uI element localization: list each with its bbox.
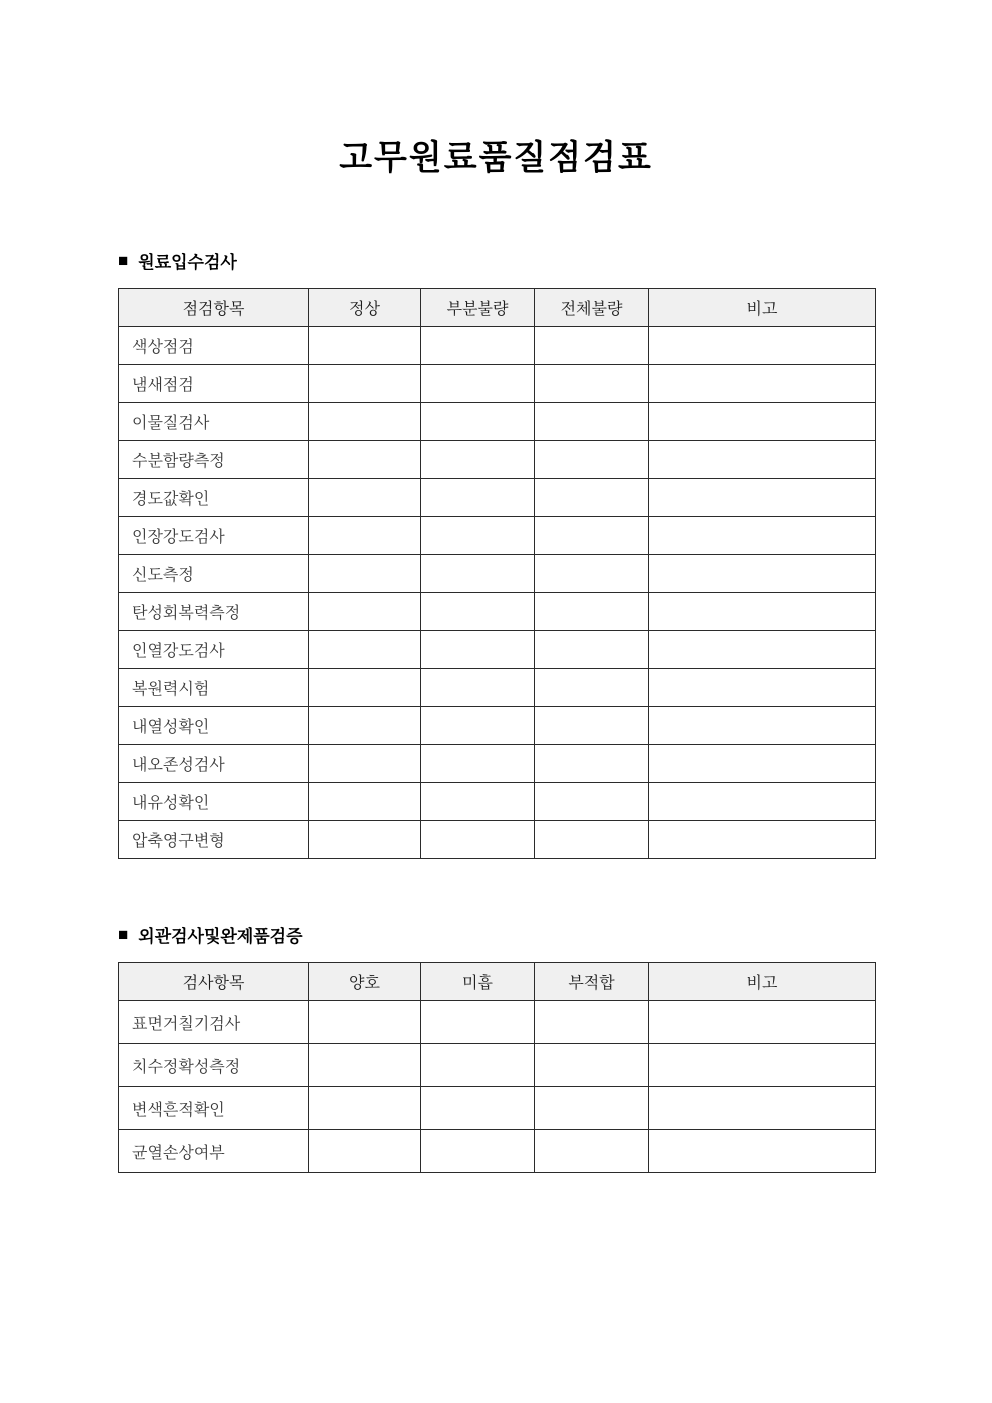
entry-cell — [649, 517, 876, 555]
table-row — [119, 745, 876, 783]
entry-cell — [309, 365, 421, 403]
entry-cell — [649, 479, 876, 517]
table-row — [119, 555, 876, 593]
entry-cell — [421, 365, 535, 403]
table-row — [119, 479, 876, 517]
table-row — [119, 593, 876, 631]
section-appearance-inspection — [118, 922, 875, 1173]
item-label-cell: 내열성확인 — [119, 707, 309, 745]
entry-cell — [421, 517, 535, 555]
entry-cell — [649, 669, 876, 707]
entry-cell — [535, 631, 649, 669]
table-row — [119, 1001, 876, 1044]
entry-cell — [649, 707, 876, 745]
entry-cell — [535, 1001, 649, 1044]
entry-cell — [649, 327, 876, 365]
column-header: 전체불량 — [535, 289, 649, 327]
item-label-cell: 치수정확성측정 — [119, 1044, 309, 1087]
table-row — [119, 403, 876, 441]
entry-cell — [649, 1130, 876, 1173]
entry-cell — [421, 403, 535, 441]
entry-cell — [309, 555, 421, 593]
entry-cell — [649, 441, 876, 479]
column-header: 부적합 — [535, 963, 649, 1001]
table-row — [119, 707, 876, 745]
column-header: 양호 — [309, 963, 421, 1001]
entry-cell — [535, 403, 649, 441]
section-heading — [118, 922, 875, 947]
column-header: 정상 — [309, 289, 421, 327]
entry-cell — [649, 1087, 876, 1130]
entry-cell — [309, 593, 421, 631]
entry-cell — [535, 365, 649, 403]
entry-cell — [535, 479, 649, 517]
item-label-cell: 복원력시험 — [119, 669, 309, 707]
section-raw-material-inspection — [118, 248, 875, 859]
entry-cell — [309, 1001, 421, 1044]
item-label-cell: 수분함량측정 — [119, 441, 309, 479]
entry-cell — [649, 403, 876, 441]
item-label-cell: 균열손상여부 — [119, 1130, 309, 1173]
entry-cell — [421, 669, 535, 707]
entry-cell — [535, 517, 649, 555]
item-label-cell: 이물질검사 — [119, 403, 309, 441]
entry-cell — [649, 365, 876, 403]
column-header: 비고 — [649, 963, 876, 1001]
column-header: 미흡 — [421, 963, 535, 1001]
entry-cell — [421, 1087, 535, 1130]
table-header-row — [119, 289, 876, 327]
entry-cell — [421, 327, 535, 365]
table-row — [119, 365, 876, 403]
entry-cell — [649, 783, 876, 821]
entry-cell — [649, 821, 876, 859]
entry-cell — [535, 1087, 649, 1130]
entry-cell — [421, 1001, 535, 1044]
entry-cell — [649, 555, 876, 593]
entry-cell — [309, 1044, 421, 1087]
item-label-cell: 인장강도검사 — [119, 517, 309, 555]
entry-cell — [309, 783, 421, 821]
item-label-cell: 경도값확인 — [119, 479, 309, 517]
item-label-cell: 내오존성검사 — [119, 745, 309, 783]
entry-cell — [421, 631, 535, 669]
entry-cell — [421, 1044, 535, 1087]
table-header-row — [119, 963, 876, 1001]
entry-cell — [649, 593, 876, 631]
entry-cell — [421, 745, 535, 783]
table-row — [119, 327, 876, 365]
item-label-cell: 탄성회복력측정 — [119, 593, 309, 631]
table-row — [119, 783, 876, 821]
entry-cell — [309, 1087, 421, 1130]
square-bullet-icon: ■ — [118, 924, 129, 944]
entry-cell — [535, 1130, 649, 1173]
entry-cell — [309, 327, 421, 365]
entry-cell — [309, 745, 421, 783]
entry-cell — [535, 745, 649, 783]
entry-cell — [421, 593, 535, 631]
item-label-cell: 표면거칠기검사 — [119, 1001, 309, 1044]
entry-cell — [649, 631, 876, 669]
document-title: 고무원료품질점검표 — [339, 139, 653, 177]
entry-cell — [309, 479, 421, 517]
item-label-cell: 냄새점검 — [119, 365, 309, 403]
item-label-cell: 내유성확인 — [119, 783, 309, 821]
entry-cell — [421, 1130, 535, 1173]
table-row — [119, 517, 876, 555]
entry-cell — [309, 821, 421, 859]
entry-cell — [309, 1130, 421, 1173]
entry-cell — [309, 669, 421, 707]
entry-cell — [535, 821, 649, 859]
square-bullet-icon: ■ — [118, 250, 129, 270]
column-header: 점검항목 — [119, 289, 309, 327]
table-row — [119, 1044, 876, 1087]
entry-cell — [421, 479, 535, 517]
section-heading-label: 외관검사및완제품검증 — [138, 927, 303, 946]
entry-cell — [309, 403, 421, 441]
entry-cell — [535, 593, 649, 631]
column-header: 부분불량 — [421, 289, 535, 327]
entry-cell — [535, 555, 649, 593]
entry-cell — [649, 1044, 876, 1087]
appearance-inspection-table — [118, 962, 876, 1173]
entry-cell — [535, 783, 649, 821]
item-label-cell: 색상점검 — [119, 327, 309, 365]
entry-cell — [421, 821, 535, 859]
entry-cell — [649, 1001, 876, 1044]
entry-cell — [535, 707, 649, 745]
entry-cell — [535, 669, 649, 707]
entry-cell — [421, 707, 535, 745]
item-label-cell: 신도측정 — [119, 555, 309, 593]
table-row — [119, 1087, 876, 1130]
item-label-cell: 변색흔적확인 — [119, 1087, 309, 1130]
entry-cell — [309, 707, 421, 745]
entry-cell — [649, 745, 876, 783]
column-header: 비고 — [649, 289, 876, 327]
section-heading-label: 원료입수검사 — [138, 253, 237, 272]
column-header: 검사항목 — [119, 963, 309, 1001]
raw-material-inspection-table — [118, 288, 876, 859]
item-label-cell: 인열강도검사 — [119, 631, 309, 669]
table-row — [119, 1130, 876, 1173]
entry-cell — [421, 555, 535, 593]
entry-cell — [309, 631, 421, 669]
entry-cell — [535, 1044, 649, 1087]
entry-cell — [309, 517, 421, 555]
table-row — [119, 669, 876, 707]
table-row — [119, 441, 876, 479]
entry-cell — [421, 441, 535, 479]
entry-cell — [309, 441, 421, 479]
entry-cell — [535, 327, 649, 365]
table-row — [119, 821, 876, 859]
entry-cell — [421, 783, 535, 821]
section-heading — [118, 248, 875, 273]
item-label-cell: 압축영구변형 — [119, 821, 309, 859]
entry-cell — [535, 441, 649, 479]
table-row — [119, 631, 876, 669]
